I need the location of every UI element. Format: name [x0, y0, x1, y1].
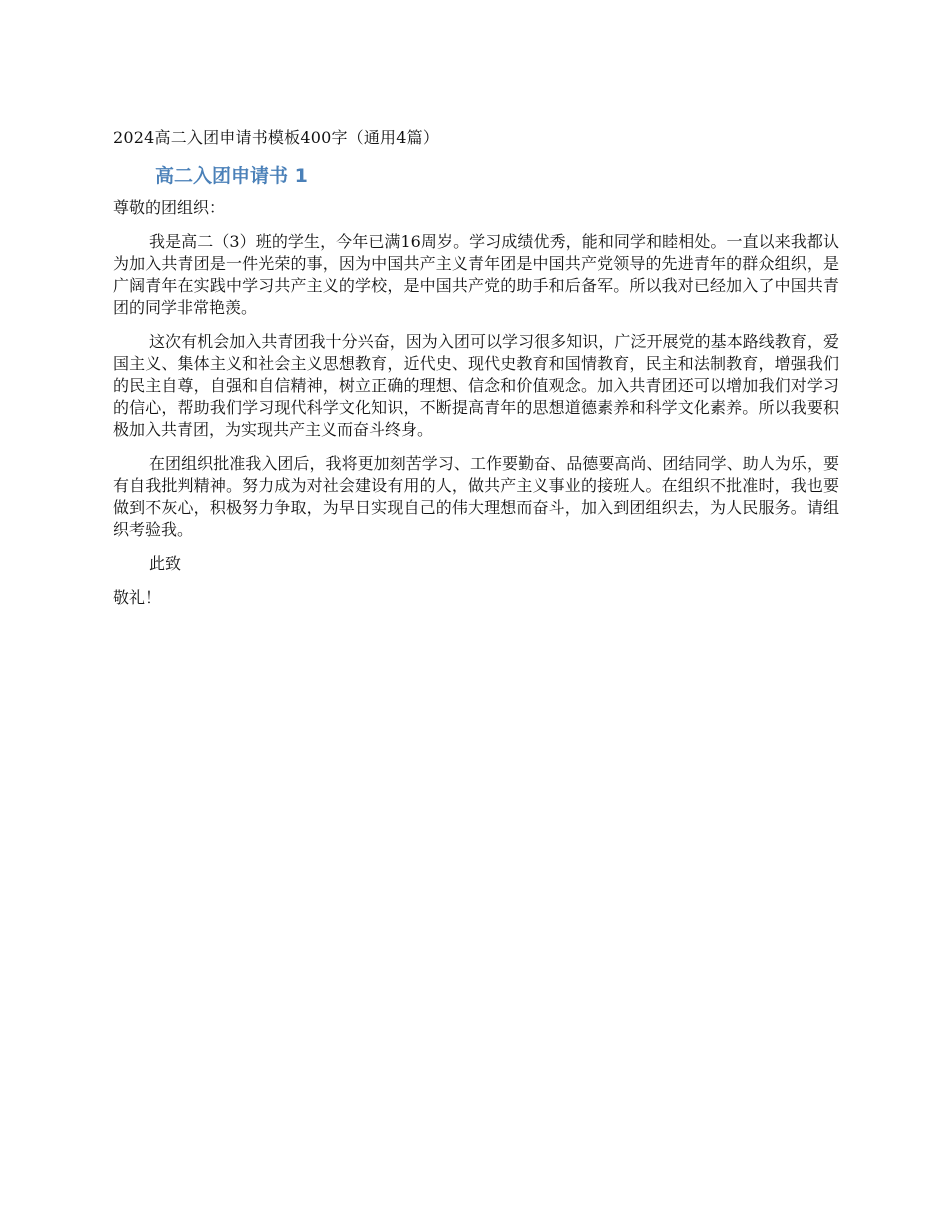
salutation: 尊敬的团组织： — [113, 198, 226, 217]
document-title: 2024高二入团申请书模板400字（通用4篇） — [113, 128, 440, 147]
closing-phrase: 此致 — [149, 554, 182, 573]
body-paragraph-1: 我是高二（3）班的学生，今年已满16周岁。学习成绩优秀，能和同学和睦相处。一直以来我都认为加入共青团是一件光荣的事，因为中国共产主义青年团是中国共产党领导的先进青年的群众组织，是广阔青年在实践中学习共产主义的学校，是中国共产党的助手和后备军。所以我对已经加入了中国共青团的同学非常艳羡。 — [113, 232, 839, 317]
body-paragraph-3: 在团组织批准我入团后，我将更加刻苦学习、工作要勤奋、品德要高尚、团结同学、助人为乐，要有自我批判精神。努力成为对社会建设有用的人，做共产主义事业的接班人。在组织不批准时，我也要做到不灰心，积极努力争取，为早日实现自己的伟大理想而奋斗，加入到团组织去，为人民服务。请组织考验我。 — [113, 454, 839, 539]
regards-phrase: 敬礼！ — [113, 588, 162, 607]
document-body — [113, 127, 839, 609]
section-heading: 高二入团申请书 1 — [155, 165, 308, 187]
body-paragraph-2: 这次有机会加入共青团我十分兴奋，因为入团可以学习很多知识，广泛开展党的基本路线教育，爱国主义、集体主义和社会主义思想教育，近代史、现代史教育和国情教育，民主和法制教育，增强我们的民主自尊，自强和自信精神，树立正确的理想、信念和价值观念。加入共青团还可以增加我们对学习的信心，帮助我们学习现代科学文化知识，不断提高青年的思想道德素养和科学文化素养。所以我要积极加入共青团，为实现共产主义而奋斗终身。 — [113, 332, 839, 439]
